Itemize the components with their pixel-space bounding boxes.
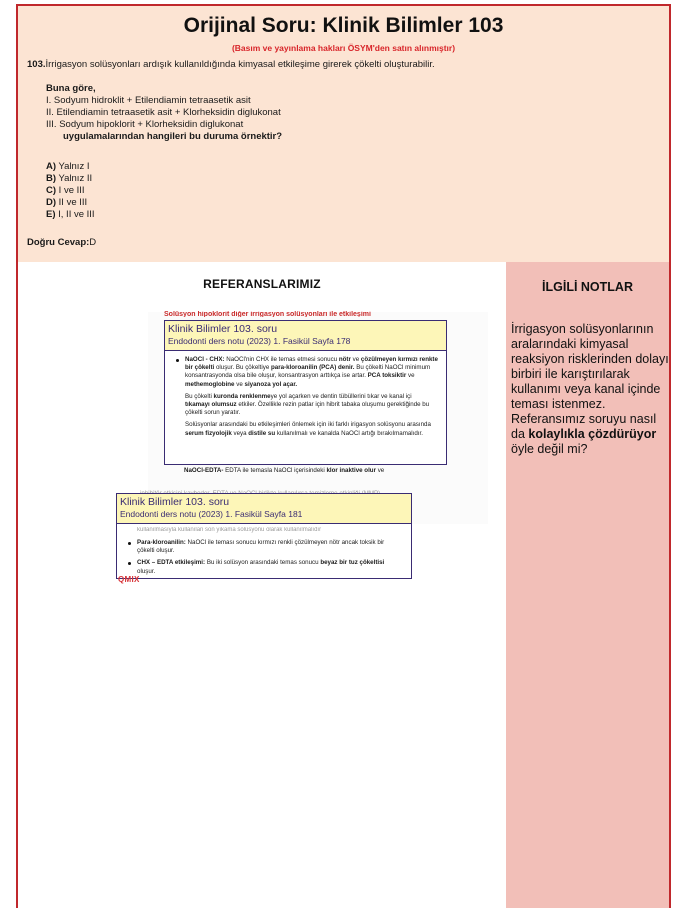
reference-card-1-header [165, 321, 446, 351]
option-text: Yalnız II [56, 173, 93, 184]
references-title: REFERANSLARIMIZ [203, 277, 321, 291]
reference-card-1-heading: Klinik Bilimler 103. soru [168, 323, 278, 335]
text-bold: PCA toksiktir [367, 372, 407, 380]
question-prompt: uygulamalarından hangileri bu duruma örnektir? [63, 131, 283, 142]
option-d [46, 197, 87, 208]
option-text: I, II ve III [55, 209, 95, 220]
reference-clipped-heading: Solüsyon hipoklorit diğer irrigasyon solüsyonları ile etkileşimi [164, 311, 371, 317]
reference-card-1 [164, 320, 447, 465]
text: NaOCl ile teması sonucu kırmızı renkli çözülmeyen nötr ancak toksik bir çökelti oluşur. [137, 539, 385, 555]
correct-answer-label: Doğru Cevap: [27, 237, 90, 248]
reference-bullet-naocl-edta [184, 467, 448, 474]
references-panel [18, 262, 506, 908]
notes-text-bold: kolaylıkla çözdürüyor [528, 427, 657, 441]
reference-card-1-source: Endodonti ders notu (2023) 1. Fasikül Sayfa 178 [168, 336, 351, 346]
reference-card-2-source: Endodonti ders notu (2023) 1. Fasikül Sayfa 181 [120, 509, 303, 519]
option-c [46, 185, 85, 196]
reference-bullet-chx-edta [137, 559, 403, 575]
reference-card-2-heading: Klinik Bilimler 103. soru [120, 496, 230, 508]
text-bold: siyanoza yol açar. [244, 380, 298, 388]
option-letter: D) [46, 197, 57, 208]
notes-title: İLGİLİ NOTLAR [542, 280, 633, 294]
notes-text-end: öyle değil mi? [511, 442, 588, 456]
option-letter: B) [46, 173, 57, 184]
notes-text: İrrigasyon solüsyonlarının aralarındaki kimyasal reaksiyon risklerinden dolayı birbiri ile karıştırılarak kullanımı veya kanal içinde teması istenmez. Referansımız soruyu nasıl da [511, 322, 669, 441]
question-stem-text: İrrigasyon solüsyonları ardışık kullanıldığında kimyasal etkileşime girerek çökelti oluşturabilir. [45, 59, 435, 70]
text: NaOCl'nin CHX ile temas etmesi sonucu [224, 356, 339, 363]
reference-bullet-pca [137, 539, 403, 555]
text: oluşur. Bu çökeltiye [214, 364, 271, 372]
reference-paragraph-prevention [185, 421, 438, 437]
page-title: Orijinal Soru: Klinik Bilimler 103 [183, 14, 504, 37]
bullet-label: CHX – EDTA etkileşimi: [137, 559, 206, 567]
text: ve [375, 467, 385, 474]
text-bold: distile su [248, 429, 276, 437]
bullet-label: Para-kloroanilin: [137, 539, 186, 546]
text: oluşur. [137, 567, 156, 575]
text: ye yol açarken ve dentin tübüllerini tıkar ve kanal içi [270, 392, 412, 400]
reference-card-2-faded-line: kullanılmasıyla kullanılan son yıkama solüsyonu olarak kullanılmalıdır [137, 527, 322, 533]
text-bold: tıkamayı olumsuz [185, 401, 237, 409]
text: ve [350, 356, 361, 363]
text: veya [231, 429, 249, 437]
bullet-label: NaOCl - CHX: [185, 356, 225, 363]
text-bold: çözülmeyen kırmızı renkte bir çökelti [185, 356, 438, 372]
statement-1: I. Sodyum hidroklit + Etilendiamin tetraasetik asit [46, 95, 251, 106]
option-text: II ve III [56, 197, 88, 208]
notes-body [511, 322, 669, 457]
question-panel [18, 6, 669, 262]
option-b [46, 173, 92, 184]
reference-paragraph-discoloration [185, 393, 438, 418]
text-bold: beyaz bir tuz çökeltisi [320, 559, 385, 567]
reference-card-2 [116, 493, 412, 579]
option-letter: E) [46, 209, 56, 220]
reference-bullet-naocl-chx [185, 356, 438, 389]
statement-3: III. Sodyum hipoklorit + Klorheksidin diglukonat [46, 119, 244, 130]
notes-panel [506, 262, 669, 908]
reference-card-2-body [117, 524, 411, 584]
text-bold: para-kloroanilin (PCA) denir. [270, 364, 355, 372]
text: EDTA ile temasla NaOCl içerisindeki [223, 467, 327, 474]
question-lead: Buna göre, [46, 83, 96, 94]
text: etkiler. Özellikle rezin patlar için hibrit tabaka oluşumu gerektiğinde bu çökelti sorun yaratır. [185, 401, 430, 417]
text: Bu iki solüsyon arasındaki temas sonucu [205, 559, 321, 567]
page-frame [16, 4, 671, 908]
text: Bu çökelti NaOCl minimum konsantrasyonda olsa bile oluşur, konsantrasyon arttıkça ise artar. [185, 364, 431, 380]
text: Solüsyonlar arasındaki bu etkileşimleri önlemek için iki farklı irigasyon solüsyonu arasında [185, 421, 431, 429]
text-bold: kuronda renklenme [213, 392, 271, 400]
bullet-label: NaOCl-EDTA- [184, 467, 224, 474]
text-bold: serum fizyolojik [185, 429, 232, 437]
option-letter: C) [46, 185, 57, 196]
text-bold: methemoglobine [185, 380, 235, 388]
question-stem [27, 59, 435, 70]
correct-answer [27, 237, 96, 248]
option-text: Yalnız I [56, 161, 90, 172]
correct-answer-value: D [89, 237, 97, 248]
reference-card-2-header [117, 494, 411, 524]
option-a [46, 161, 89, 172]
text: kullanılmalı ve kanalda NaOCl artığı bırakılmamalıdır. [275, 429, 423, 437]
option-e [46, 209, 95, 220]
reference-card-1-body [165, 351, 446, 446]
qmix-label: QMIX [118, 575, 140, 584]
text: ve [406, 372, 415, 380]
statement-2: II. Etilendiamin tetraasetik asit + Klorheksidin diglukonat [46, 107, 281, 118]
option-text: I ve III [56, 185, 85, 196]
text-bold: nötr [338, 356, 351, 363]
question-number: 103. [27, 59, 46, 70]
option-letter: A) [46, 161, 57, 172]
copyright-notice: (Basım ve yayınlama hakları ÖSYM'den satın alınmıştır) [231, 43, 456, 53]
text: ve [234, 380, 245, 388]
text-bold: klor inaktive olur [326, 467, 376, 474]
text: Bu çökelti [185, 392, 214, 400]
